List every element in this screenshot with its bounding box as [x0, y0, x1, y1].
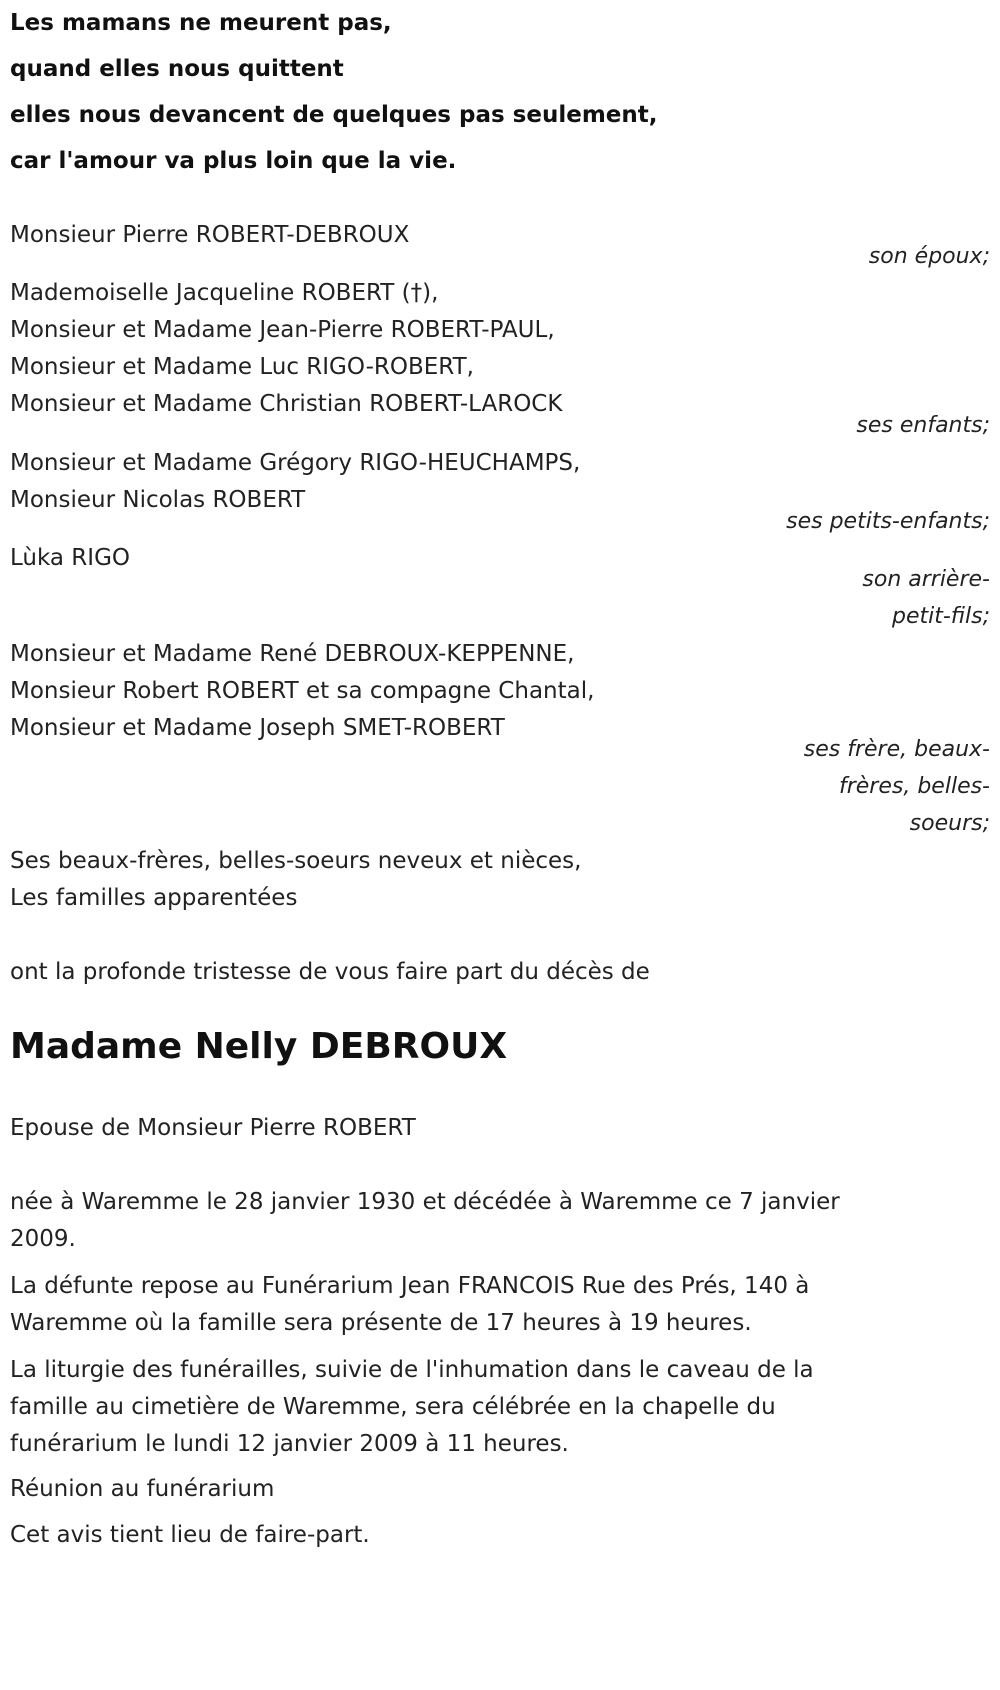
notice-line: Cet avis tient lieu de faire-part. [10, 1522, 370, 1548]
liturgy-line: funérarium le lundi 12 janvier 2009 à 11 heures. [10, 1431, 569, 1457]
announcement-text: ont la profonde tristesse de vous faire part du décès de [10, 959, 650, 985]
birth-death-line: 2009. [10, 1226, 76, 1252]
rest-line: La défunte repose au Funérarium Jean FRANCOIS Rue des Prés, 140 à [10, 1273, 810, 1299]
family-name: Monsieur Nicolas ROBERT [10, 487, 306, 513]
family-role: ses frère, beaux- [803, 737, 990, 762]
poem-line: elles nous devancent de quelques pas seulement, [10, 102, 658, 128]
rest-line: Waremme où la famille sera présente de 17 heures à 19 heures. [10, 1310, 752, 1336]
deceased-name: Madame Nelly DEBROUX [10, 1026, 508, 1067]
spouse-line: Epouse de Monsieur Pierre ROBERT [10, 1115, 416, 1141]
family-name: Monsieur Pierre ROBERT-DEBROUX [10, 222, 410, 248]
family-name: Monsieur et Madame René DEBROUX-KEPPENNE, [10, 641, 575, 667]
family-role: son arrière- [862, 567, 990, 592]
family-name: Monsieur et Madame Jean-Pierre ROBERT-PAUL, [10, 317, 555, 343]
poem-line: Les mamans ne meurent pas, [10, 10, 392, 36]
poem-line: quand elles nous quittent [10, 56, 344, 82]
family-role: ses petits-enfants; [786, 509, 990, 534]
liturgy-line: famille au cimetière de Waremme, sera célébrée en la chapelle du [10, 1394, 776, 1420]
family-name: Monsieur et Madame Christian ROBERT-LAROCK [10, 391, 563, 417]
family-name: Mademoiselle Jacqueline ROBERT (†), [10, 280, 439, 306]
family-role: son époux; [868, 244, 990, 269]
others-line: Les familles apparentées [10, 885, 298, 911]
family-name: Monsieur et Madame Joseph SMET-ROBERT [10, 715, 505, 741]
family-name: Monsieur et Madame Luc RIGO-ROBERT, [10, 354, 474, 380]
family-name: Monsieur Robert ROBERT et sa compagne Chantal, [10, 678, 595, 704]
poem-line: car l'amour va plus loin que la vie. [10, 148, 457, 174]
liturgy-line: La liturgie des funérailles, suivie de l'inhumation dans le caveau de la [10, 1357, 814, 1383]
family-role: soeurs; [909, 811, 990, 836]
birth-death-line: née à Waremme le 28 janvier 1930 et décédée à Waremme ce 7 janvier [10, 1189, 840, 1215]
others-line: Ses beaux-frères, belles-soeurs neveux et nièces, [10, 848, 582, 874]
family-role: petit-fils; [891, 604, 990, 629]
family-role: frères, belles- [838, 774, 990, 799]
reunion-line: Réunion au funérarium [10, 1476, 275, 1502]
family-name: Monsieur et Madame Grégory RIGO-HEUCHAMPS, [10, 450, 581, 476]
family-role: ses enfants; [856, 413, 990, 438]
family-name: Lùka RIGO [10, 545, 130, 571]
